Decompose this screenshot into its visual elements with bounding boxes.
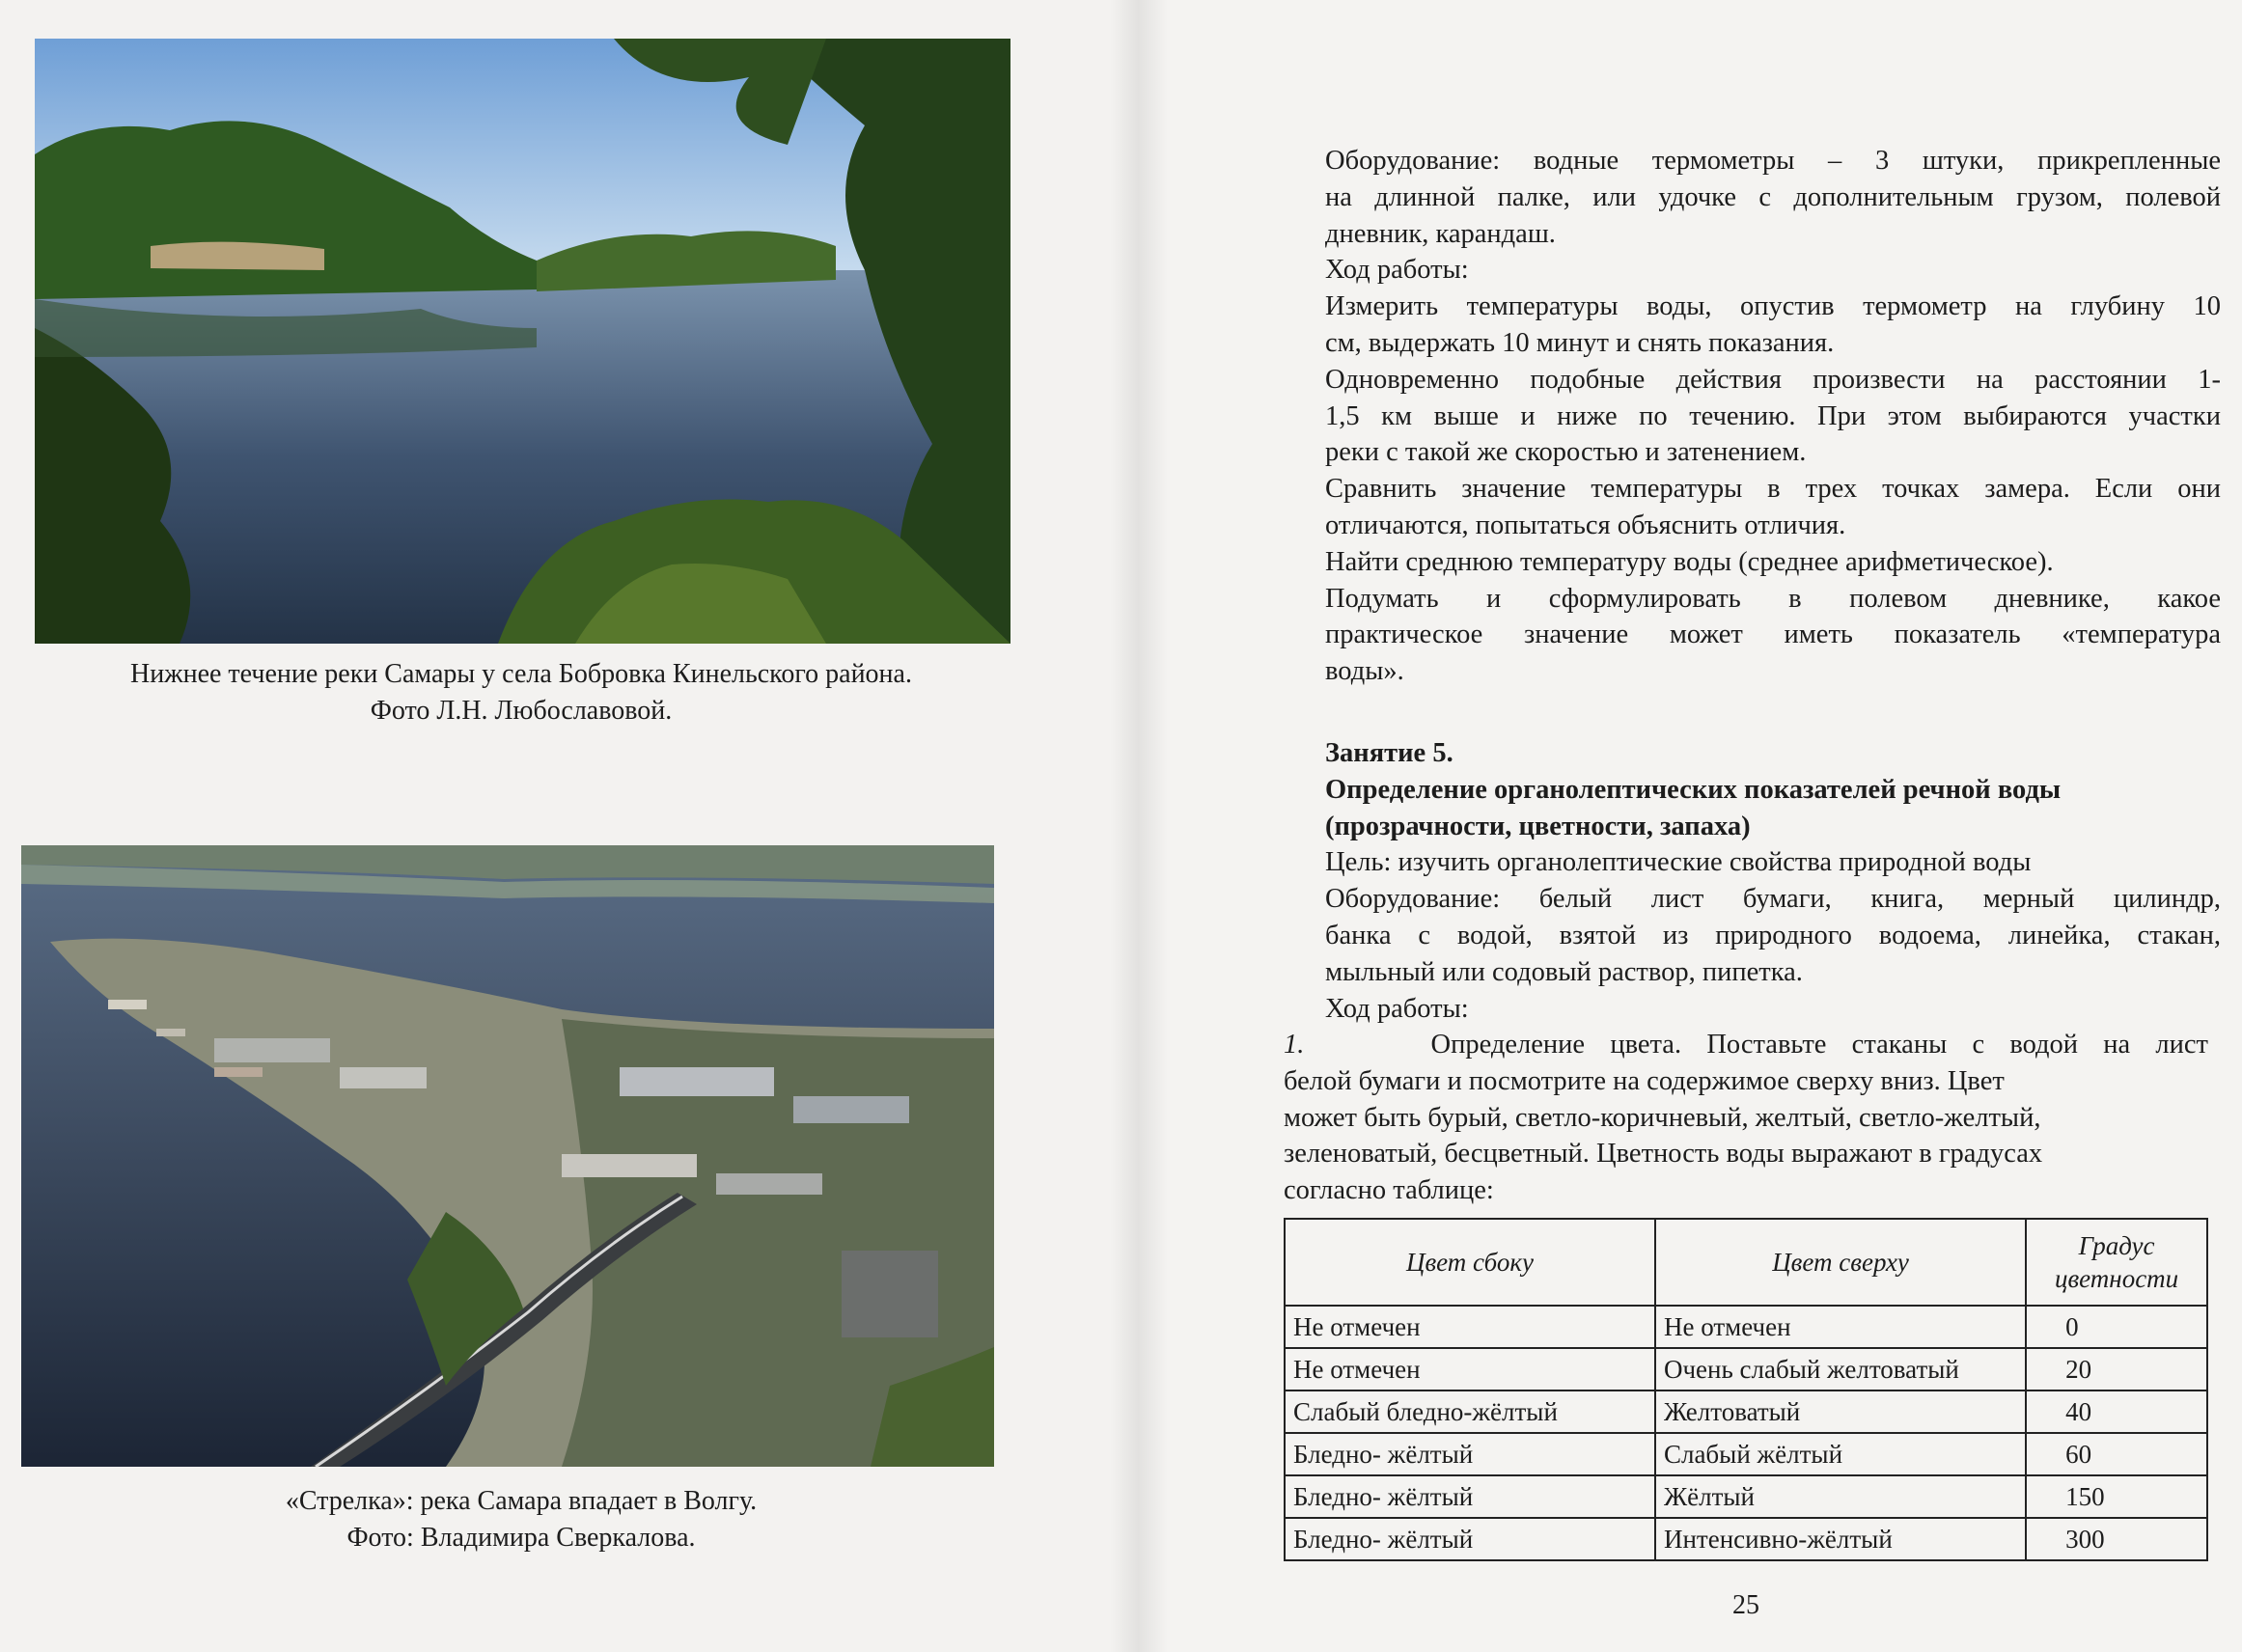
photo1-caption-line2: Фото Л.Н. Любославовой. xyxy=(370,696,673,726)
text-line: 1,5 км выше и ниже по течению. При этом выбираются участки xyxy=(1325,400,2221,431)
text-line: Сравнить значение температуры в трех точках замера. Если они xyxy=(1325,474,2221,505)
course-label-2: Ход работы: xyxy=(1325,993,1469,1024)
table-cell: Не отмечен xyxy=(1655,1306,2026,1348)
photo1-caption xyxy=(39,656,1004,730)
table-cell: Жёлтый xyxy=(1655,1475,2026,1518)
river-landscape-photo xyxy=(35,39,1010,644)
table-cell: Слабый жёлтый xyxy=(1655,1433,2026,1475)
text-line: Подумать и сформулировать в полевом дневнике, какое xyxy=(1325,583,2221,614)
lesson-subtitle-line1: Определение органолептических показателей речной воды xyxy=(1325,774,2062,805)
text-line: отличаются, попытаться объяснить отличия. xyxy=(1325,509,1846,540)
text-line: Измерить температуры воды, опустив термометр на глубину 10 xyxy=(1325,291,2221,322)
table-cell: 20 xyxy=(2026,1348,2207,1390)
text-line: воды». xyxy=(1325,656,1404,687)
text-line: практическое значение может иметь показатель «температура xyxy=(1325,620,2221,650)
table-header: Градус цветности xyxy=(2026,1219,2207,1306)
table-cell: Не отмечен xyxy=(1285,1348,1655,1390)
table-cell: 150 xyxy=(2026,1475,2207,1518)
table-cell: Бледно- жёлтый xyxy=(1285,1518,1655,1560)
aerial-confluence-photo xyxy=(21,845,994,1467)
text-line: на длинной палке, или удочке с дополнительным грузом, полевой xyxy=(1325,181,2221,212)
photo1-caption-line1: Нижнее течение реки Самары у села Бобровка Кинельского района. xyxy=(130,659,912,689)
equipment-paragraph xyxy=(1325,143,2221,690)
text-line: мыльный или содовый раствор, пипетка. xyxy=(1325,956,1803,987)
photo2-caption xyxy=(39,1483,1004,1556)
table-header: Цвет сверху xyxy=(1655,1219,2026,1306)
table-cell: Не отмечен xyxy=(1285,1306,1655,1348)
text-line: может быть бурый, светло-коричневый, желтый, светло-желтый, xyxy=(1284,1102,2041,1133)
lesson-section xyxy=(1325,735,2221,1027)
text-line: реки с такой же скоростью и затенением. xyxy=(1325,437,1807,468)
text-line: дневник, карандаш. xyxy=(1325,218,1556,249)
table-row xyxy=(1285,1348,2207,1390)
table-row xyxy=(1285,1433,2207,1475)
photo2-caption-line2: Фото: Владимира Сверкалова. xyxy=(346,1523,696,1553)
text-line: см, выдержать 10 минут и снять показания. xyxy=(1325,327,1835,358)
table-row xyxy=(1285,1306,2207,1348)
text-line: Найти среднюю температуру воды (среднее арифметическое). xyxy=(1325,546,2054,577)
table-cell: 300 xyxy=(2026,1518,2207,1560)
page-number: 25 xyxy=(1732,1590,1759,1620)
table-cell: Бледно- жёлтый xyxy=(1285,1475,1655,1518)
text-line: банка с водой, взятой из природного водоема, линейка, стакан, xyxy=(1325,920,2221,950)
course-label: Ход работы: xyxy=(1325,255,1469,286)
lesson-subtitle-line2: (прозрачности, цветности, запаха) xyxy=(1325,811,1751,841)
table-cell: 0 xyxy=(2026,1306,2207,1348)
book-gutter xyxy=(1110,0,1168,1652)
table-cell: Желтоватый xyxy=(1655,1390,2026,1433)
table-row xyxy=(1285,1475,2207,1518)
color-item xyxy=(1284,1027,2208,1209)
table-row xyxy=(1285,1390,2207,1433)
table-row xyxy=(1285,1518,2207,1560)
text-line: Оборудование: белый лист бумаги, книга, мерный цилиндр, xyxy=(1325,884,2221,915)
table-header: Цвет сбоку xyxy=(1285,1219,1655,1306)
text-line: зеленоватый, бесцветный. Цветность воды выражают в градусах xyxy=(1284,1139,2043,1170)
table-cell: Слабый бледно-жёлтый xyxy=(1285,1390,1655,1433)
text-line xyxy=(1284,1027,2208,1063)
photo2-caption-line1: «Стрелка»: река Самара впадает в Волгу. xyxy=(285,1486,758,1516)
text-line: согласно таблице: xyxy=(1284,1175,1494,1206)
table-cell: 40 xyxy=(2026,1390,2207,1433)
item-number: 1. xyxy=(1284,1030,1305,1060)
color-degree-table xyxy=(1284,1218,2208,1561)
item-text: Определение цвета. Поставьте стаканы с водой на лист xyxy=(1430,1030,2208,1060)
table-cell: Бледно- жёлтый xyxy=(1285,1433,1655,1475)
table-cell: Очень слабый желтоватый xyxy=(1655,1348,2026,1390)
text-line: Одновременно подобные действия произвести на расстоянии 1- xyxy=(1325,364,2221,395)
text-line: белой бумаги и посмотрите на содержимое сверху вниз. Цвет xyxy=(1284,1065,2005,1096)
text-line: Оборудование: водные термометры – 3 штуки, прикрепленные xyxy=(1325,146,2221,176)
table-cell: 60 xyxy=(2026,1433,2207,1475)
table-header-row xyxy=(1285,1219,2207,1306)
goal-line: Цель: изучить органолептические свойства природной воды xyxy=(1325,847,2032,878)
lesson-title: Занятие 5. xyxy=(1325,738,1453,768)
table-cell: Интенсивно-жёлтый xyxy=(1655,1518,2026,1560)
